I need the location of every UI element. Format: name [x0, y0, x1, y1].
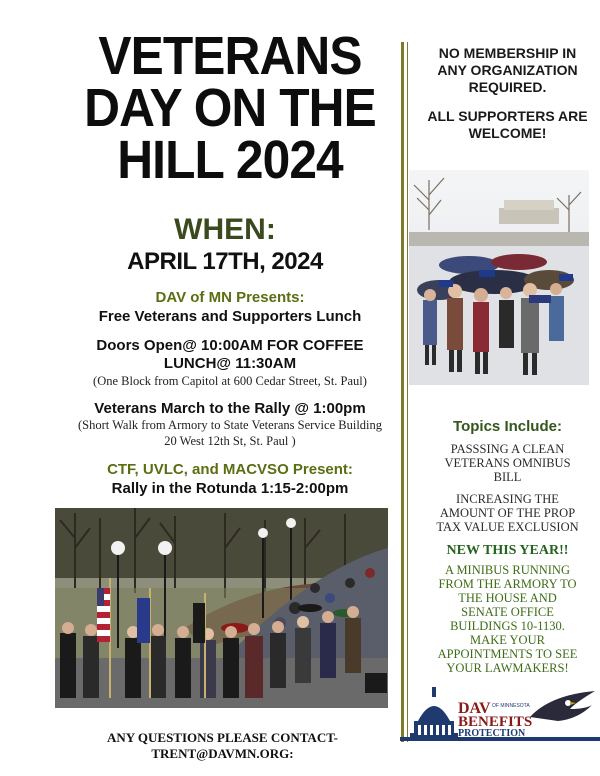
march-note-2: 20 West 12th St, St. Paul ): [164, 434, 296, 448]
rally-text: Rally in the Rotunda 1:15-2:00pm: [111, 480, 349, 497]
march-note-1: (Short Walk from Armory to State Veterans Service Building: [77, 418, 383, 432]
logo-small: OF MINNESOTA: [492, 703, 530, 709]
no-membership-line-1: NO MEMBERSHIP IN: [438, 45, 577, 61]
topics-heading: Topics Include:: [453, 418, 562, 435]
title-line-3: HILL 2024: [117, 130, 343, 190]
march-photo: [409, 170, 589, 385]
new-this-year-text: [420, 563, 595, 675]
new-text-line-1: A MINIBUS RUNNING: [444, 563, 570, 577]
rally-presenters: CTF, UVLC, and MACVSO Present:: [107, 461, 353, 478]
logo-line-2: PROTECTION: [458, 728, 526, 739]
welcome-line-1: ALL SUPPORTERS ARE: [427, 108, 588, 124]
contact-line-1: ANY QUESTIONS PLEASE CONTACT-: [106, 730, 339, 745]
topic-2-line-1: INCREASING THE: [456, 492, 559, 506]
contact-block: [55, 730, 390, 762]
location-note: (One Block from Capitol at 600 Cedar Street, St. Paul): [93, 374, 367, 388]
contact-email[interactable]: TRENT@DAVMN.ORG:: [151, 746, 294, 761]
new-text-line-3: THE HOUSE AND: [458, 591, 557, 605]
topic-2-line-2: AMOUNT OF THE PROP: [439, 506, 576, 520]
new-this-year-heading: NEW THIS YEAR!!: [446, 543, 569, 558]
lunch-time-text: LUNCH@ 11:30AM: [163, 355, 297, 372]
new-text-line-2: FROM THE ARMORY TO: [438, 577, 577, 591]
page-title: [83, 26, 377, 190]
vertical-divider: [401, 42, 404, 742]
march-text: Veterans March to the Rally @ 1:00pm: [94, 400, 366, 417]
event-date: APRIL 17TH, 2024: [127, 248, 323, 275]
title-line-1: VETERANS: [98, 26, 362, 86]
topic-2: [420, 492, 595, 534]
new-text-line-8: YOUR LAWMAKERS!: [446, 661, 569, 675]
lunch-text: Free Veterans and Supporters Lunch: [98, 308, 362, 325]
no-membership-text: [420, 45, 595, 96]
logo-dav: DAV: [458, 700, 491, 717]
welcome-line-2: WELCOME!: [468, 125, 547, 141]
new-text-line-5: BUILDINGS 10-1130.: [450, 619, 565, 633]
topic-1: [420, 442, 595, 484]
vertical-divider-thin: [407, 42, 408, 742]
topic-1-line-3: BILL: [493, 470, 522, 484]
when-label: WHEN:: [174, 213, 276, 246]
no-membership-line-3: REQUIRED.: [468, 79, 547, 95]
topic-2-line-3: TAX VALUE EXCLUSION: [436, 520, 579, 534]
no-membership-line-2: ANY ORGANIZATION: [437, 62, 578, 78]
logo-line-1: BENEFITS: [458, 714, 533, 730]
presenter-dav: DAV of MN Presents:: [155, 289, 305, 306]
welcome-text: [420, 108, 595, 142]
title-line-2: DAY ON THE: [84, 78, 376, 138]
dav-benefits-protection-logo: [400, 685, 600, 745]
rally-photo: [55, 508, 388, 708]
new-text-line-7: APPOINTMENTS TO SEE: [437, 647, 578, 661]
eagle-icon: [530, 691, 595, 721]
topic-1-line-1: PASSSING A CLEAN: [450, 442, 565, 456]
new-text-line-6: MAKE YOUR: [470, 633, 545, 647]
new-text-line-4: SENATE OFFICE: [461, 605, 554, 619]
topic-1-line-2: VETERANS OMNIBUS: [444, 456, 571, 470]
doors-open-text: Doors Open@ 10:00AM FOR COFFEE: [96, 337, 364, 354]
